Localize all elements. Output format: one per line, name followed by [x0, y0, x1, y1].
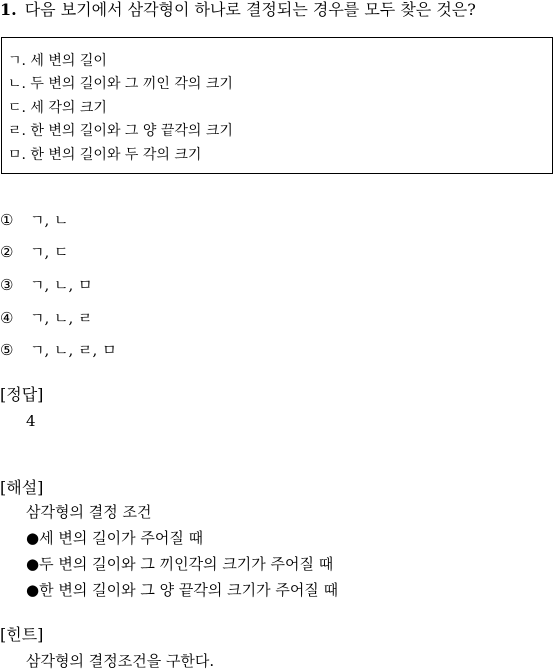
choices-box	[1, 37, 553, 174]
box-item: ㄹ. 한 변의 길이와 그 양 끝각의 크기	[8, 123, 233, 139]
question	[0, 0, 476, 20]
option-1[interactable]	[0, 210, 69, 230]
option-text: ㄱ, ㄴ, ㄹ, ㅁ	[30, 341, 117, 359]
question-text: 다음 보기에서 삼각형이 하나로 결정되는 경우를 모두 찾은 것은?	[24, 0, 476, 19]
option-text: ㄱ, ㄷ	[30, 243, 69, 261]
explanation-item: ●한 변의 길이와 그 양 끝각의 크기가 주어질 때	[26, 581, 339, 599]
option-marker: ⑤	[0, 341, 14, 359]
answer-label: [정답]	[0, 385, 44, 404]
explanation-item: ●두 변의 길이와 그 끼인각의 크기가 주어질 때	[26, 555, 334, 573]
option-text: ㄱ, ㄴ, ㅁ	[30, 276, 93, 294]
option-marker: ④	[0, 309, 14, 327]
explanation-title: 삼각형의 결정 조건	[26, 503, 152, 521]
explanation-label: [해설]	[0, 478, 44, 497]
box-item: ㄱ. 세 변의 길이	[8, 53, 107, 69]
option-text: ㄱ, ㄴ, ㄹ	[30, 309, 93, 327]
option-text: ㄱ, ㄴ	[30, 211, 69, 229]
box-item: ㅁ. 한 변의 길이와 두 각의 크기	[8, 147, 202, 163]
option-marker: ②	[0, 243, 14, 261]
box-item: ㄷ. 세 각의 크기	[8, 100, 107, 116]
option-4[interactable]	[0, 308, 93, 328]
hint-label: [힌트]	[0, 625, 44, 644]
option-3[interactable]	[0, 275, 93, 295]
hint-text: 삼각형의 결정조건을 구한다.	[26, 652, 215, 670]
question-number: 1.	[0, 0, 17, 19]
option-marker: ①	[0, 211, 14, 229]
explanation-item: ●세 변의 길이가 주어질 때	[26, 529, 204, 547]
option-marker: ③	[0, 276, 14, 294]
answer-value: 4	[26, 412, 36, 430]
box-item: ㄴ. 두 변의 길이와 그 끼인 각의 크기	[8, 76, 233, 92]
option-2[interactable]	[0, 242, 69, 262]
option-5[interactable]	[0, 340, 117, 360]
